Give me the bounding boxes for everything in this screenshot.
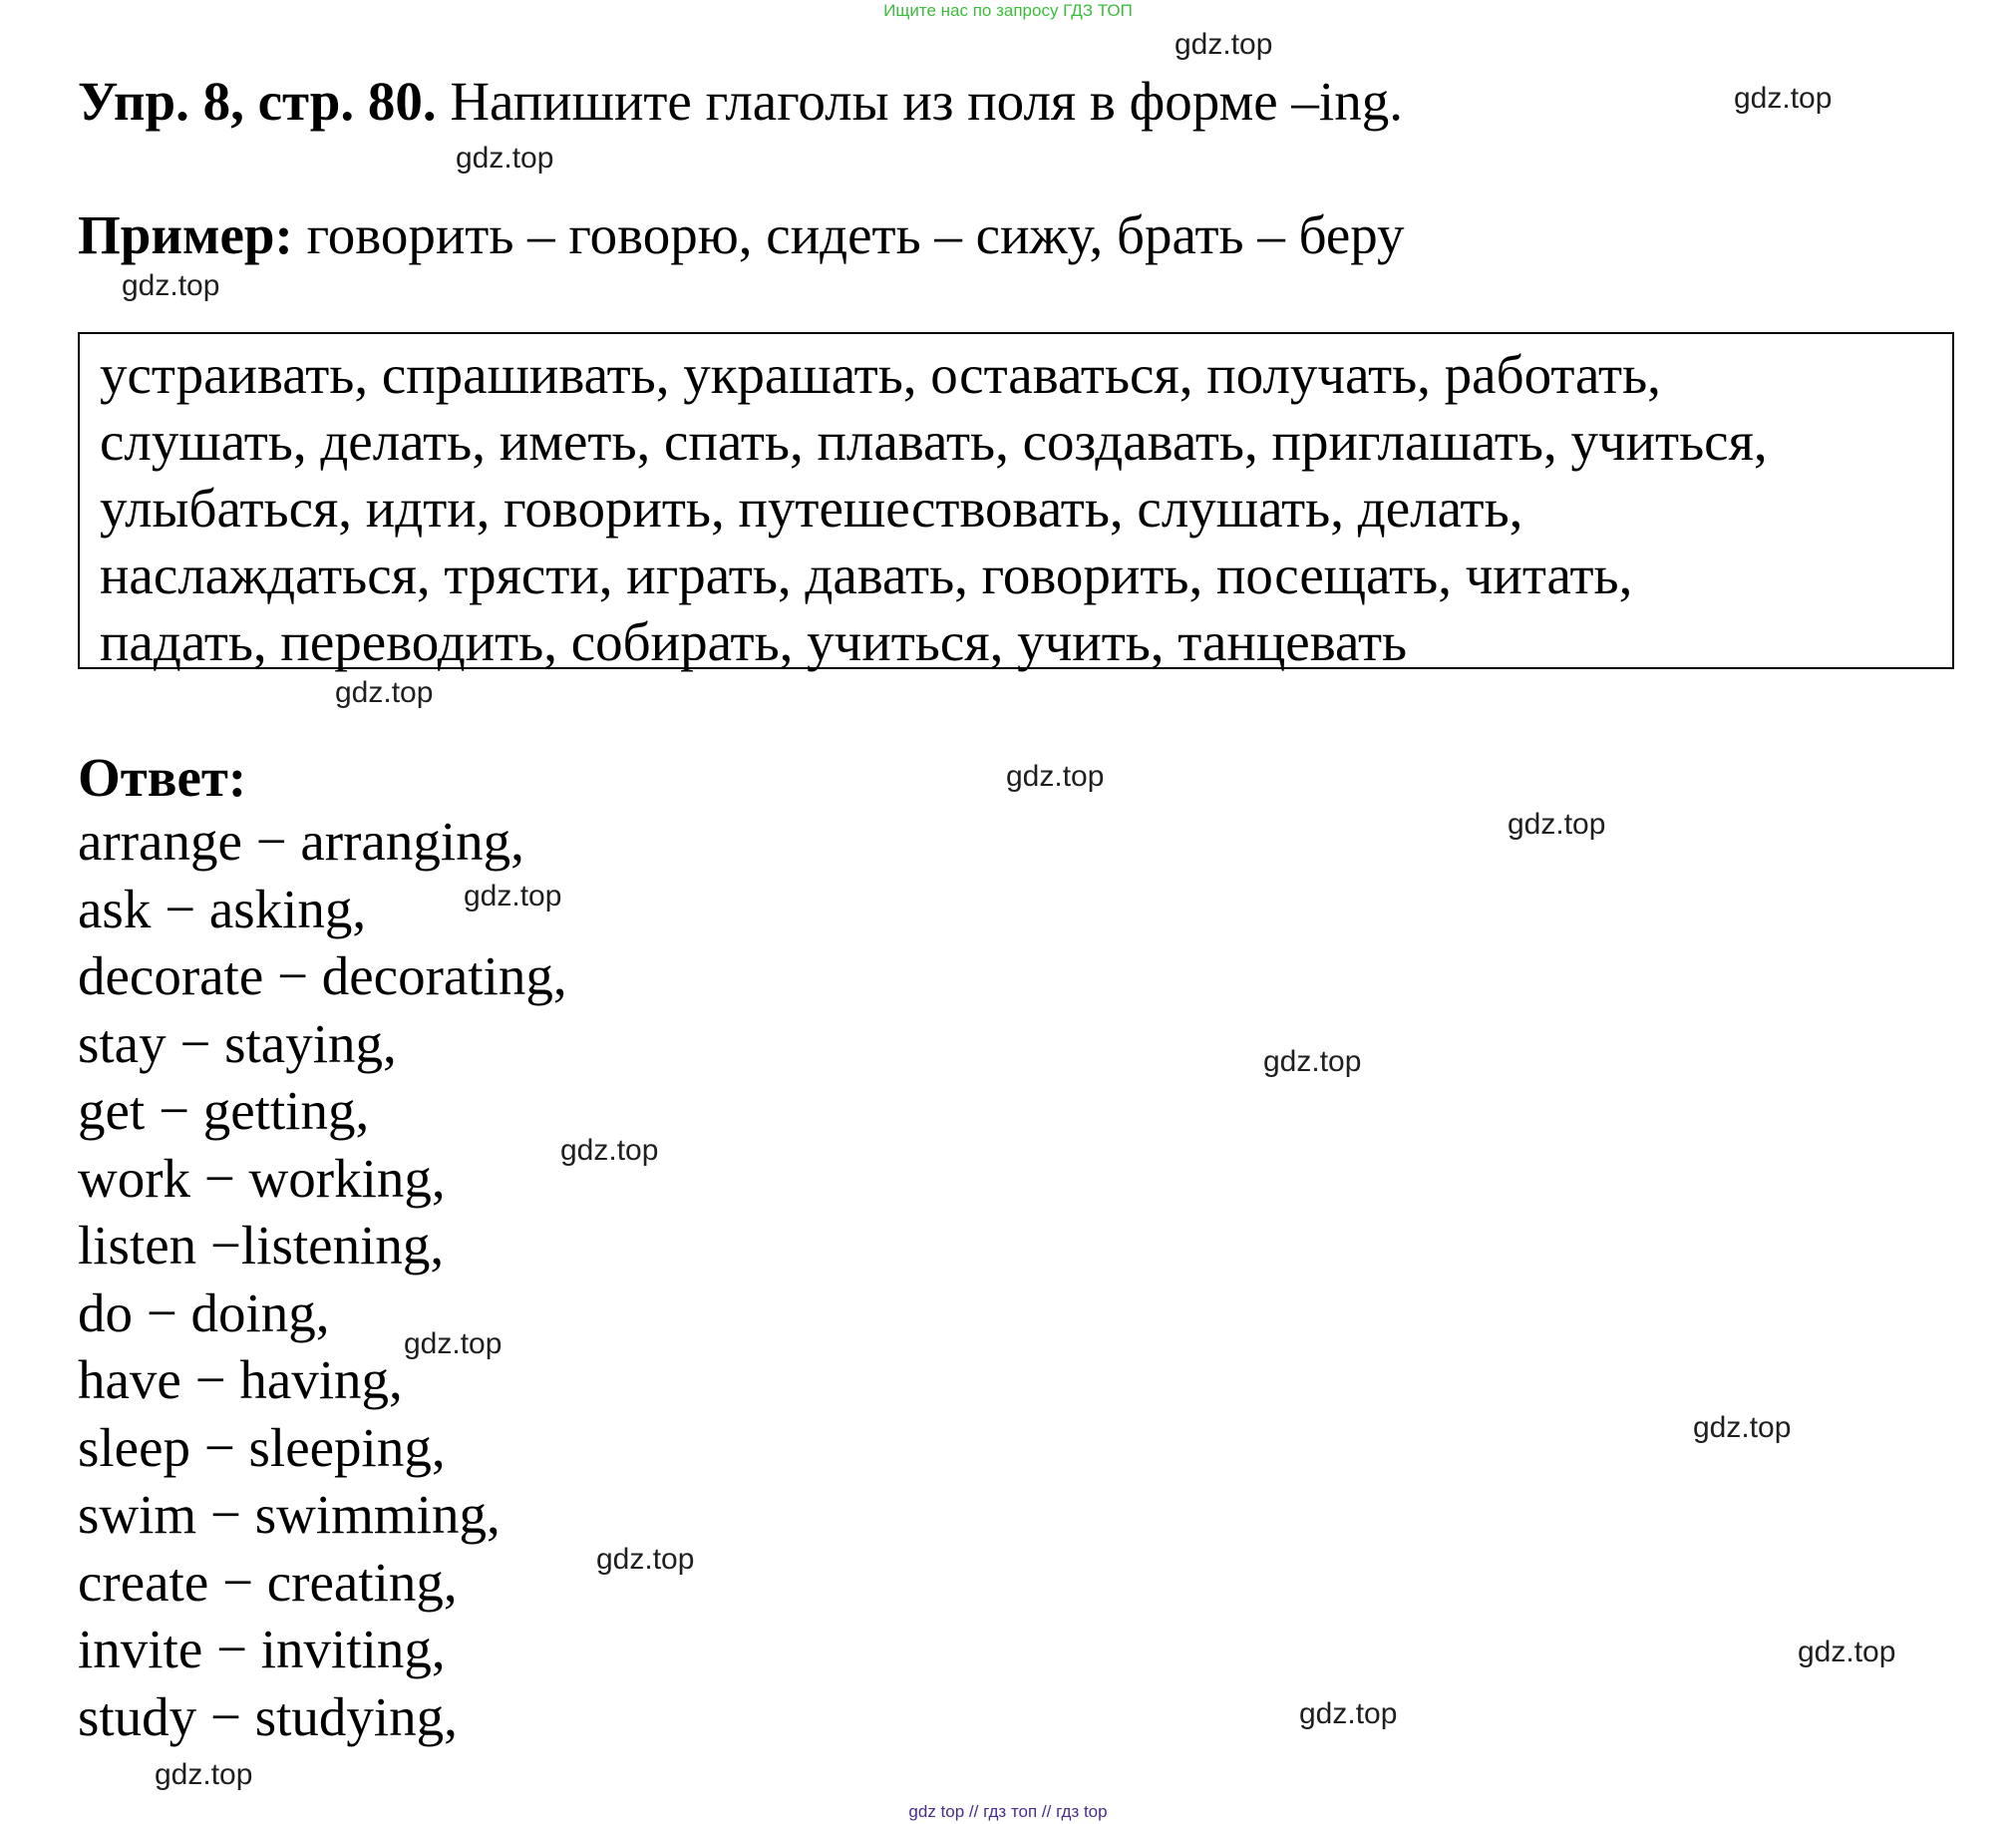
word-box-line: падать, переводить, собирать, учиться, учить, танцевать [100,611,1408,672]
answer-item: ask − asking, [78,878,367,939]
word-box-line: наслаждаться, трясти, играть, давать, говорить, посещать, читать, [100,545,1633,605]
example-text: говорить – говорю, сидеть – сижу, брать – беру [292,204,1405,265]
watermark: gdz.top [464,880,562,912]
answer-item: listen −listening, [78,1215,445,1276]
exercise-number: Упр. 8, стр. 80. [78,71,437,132]
word-box-line: устраивать, спрашивать, украшать, оставаться, получать, работать, [100,344,1661,405]
watermark: gdz.top [1299,1697,1398,1730]
watermark: gdz.top [560,1134,659,1167]
watermark: gdz.top [456,142,554,175]
watermark: gdz.top [122,269,220,302]
answer-item: have − having, [78,1349,403,1410]
example-line [78,195,1405,275]
word-box [78,332,1954,672]
word-box-line: улыбаться, идти, говорить, путешествовать, слушать, делать, [100,478,1523,539]
watermark: gdz.top [1175,28,1273,61]
watermark: gdz.top [1508,808,1606,841]
answer-list [78,808,567,1750]
watermark: gdz.top [1263,1045,1362,1078]
answer-item: create − creating, [78,1551,458,1613]
answer-item: do − doing, [78,1281,330,1343]
word-box-line: слушать, делать, иметь, спать, плавать, создавать, приглашать, учиться, [100,411,1768,472]
watermark: gdz.top [335,676,434,709]
watermark: gdz.top [1798,1636,1896,1668]
exercise-instruction: Напишите глаголы из поля в форме –ing. [436,71,1403,132]
answer-item: invite − inviting, [78,1619,446,1679]
watermark: gdz.top [1734,82,1833,115]
watermark: gdz.top [1693,1411,1792,1444]
answer-item: swim − swimming, [78,1484,501,1545]
answer-item: work − working, [78,1147,446,1209]
word-box-lines [100,341,1768,675]
answer-item: study − studying, [78,1685,458,1747]
answer-item: get − getting, [78,1080,370,1141]
watermark: gdz.top [404,1327,503,1360]
answer-item: arrange − arranging, [78,811,524,872]
watermark: gdz.top [1006,760,1105,793]
watermark: gdz.top [596,1543,695,1576]
top-banner: Ищите нас по запросу ГДЗ ТОП [883,1,1133,20]
answer-item: stay − staying, [78,1012,397,1074]
answer-item: decorate − decorating, [78,945,567,1006]
example-label: Пример: [78,204,293,265]
footer-watermark: gdz top // гдз топ // гдз top [908,1802,1108,1821]
answer-heading: Ответ: [78,747,247,808]
watermark: gdz.top [155,1758,253,1791]
answer-item: sleep − sleeping, [78,1416,446,1478]
exercise-title [78,62,1403,142]
